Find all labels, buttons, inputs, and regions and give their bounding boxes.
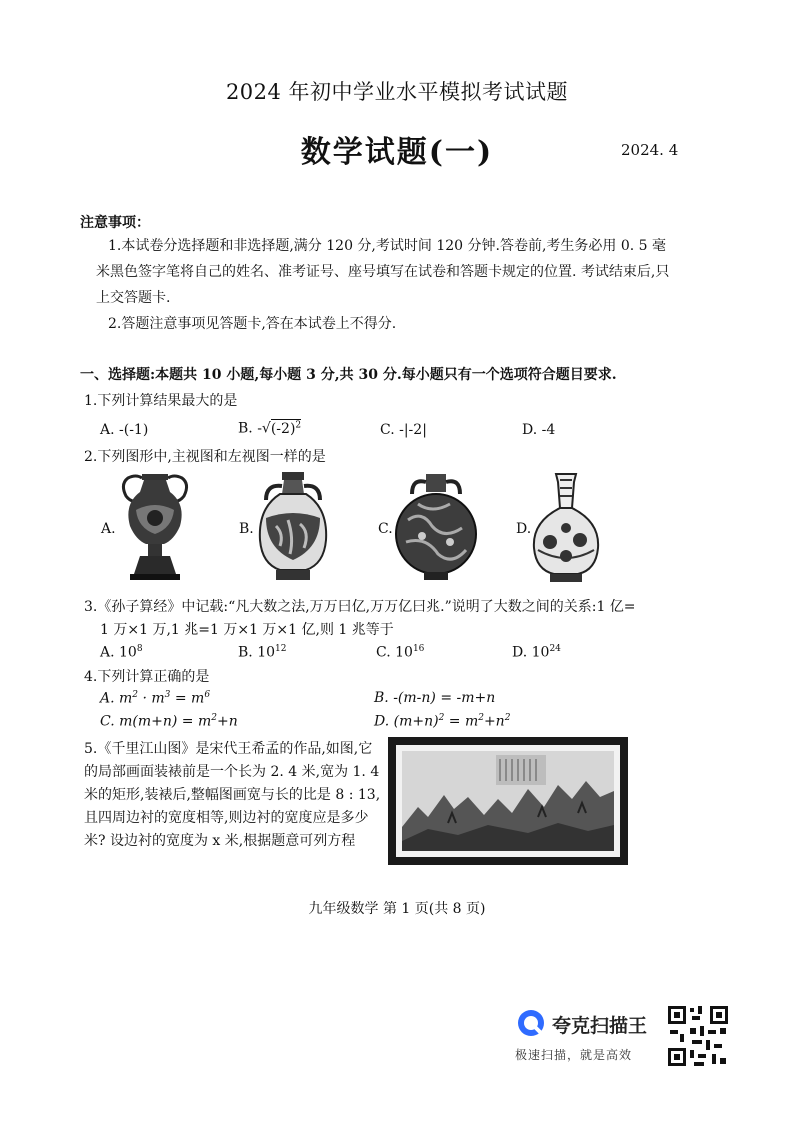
question-4-stem: 4.下列计算正确的是	[84, 669, 210, 685]
q2-label-b: B.	[239, 521, 254, 537]
sqrt-icon: √	[261, 420, 271, 437]
vase-a-image	[114, 470, 196, 582]
q2-label-a: A.	[101, 521, 116, 537]
q4-option-c: C. $m(m+n) = m^2+n$	[100, 713, 238, 730]
vase-c-image	[392, 470, 480, 584]
scanner-logo-icon	[516, 1008, 546, 1038]
scanner-brand-name: 夸克扫描王	[552, 1015, 648, 1037]
q1-option-c: C. -|-2|	[380, 422, 427, 438]
q1-option-b: B. $-√(-2)^2$	[238, 420, 302, 437]
qr-code-icon	[666, 1004, 730, 1068]
vase-b-image	[254, 468, 332, 584]
q1-option-a: A. -(-1)	[100, 422, 149, 438]
q4-option-b: B. -(m-n) = -m+n	[374, 690, 496, 706]
page-footer: 九年级数学 第 1 页(共 8 页)	[308, 901, 486, 917]
painting-figure	[388, 737, 628, 865]
question-3-line2: 1 万×1 万,1 兆=1 万×1 万×1 亿,则 1 兆等于	[100, 622, 394, 638]
scanner-slogan: 极速扫描，就是高效	[515, 1048, 633, 1062]
note-item-1: 1.本试卷分选择题和非选择题,满分 120 分,考试时间 120 分钟.答卷前,考生务必用 0. 5 毫米黑色签字笔将自己的姓名、准考证号、座号填写在试卷和答题卡规定的位置. 考试结束后,只上交答题卡.	[96, 238, 670, 306]
q4-option-d: D. $(m+n)^2 = m^2+n^2$	[374, 713, 511, 730]
q2-label-c: C.	[378, 521, 393, 537]
exam-subtitle: 数学试题(一)	[300, 135, 494, 170]
q4-option-a: A. $m^2 \cdot m^3 = m^6$	[100, 690, 211, 707]
q3-option-c: C. $10^{16}$	[376, 644, 425, 661]
exam-date: 2024. 4	[621, 141, 679, 159]
q3-option-d: D. $10^{24}$	[512, 644, 561, 661]
q1-option-d: D. -4	[522, 422, 556, 438]
note-item-2: 2.答题注意事项见答题卡,答在本试卷上不得分.	[108, 316, 397, 332]
section-heading: 一、选择题:本题共 10 小题,每小题 3 分,共 30 分.每小题只有一个选项符合题目要求.	[80, 367, 617, 383]
question-5-text: 5.《千里江山图》是宋代王希孟的作品,如图,它的局部画面装裱前是一个长为 2. 4 米,宽为 1. 4 米的矩形,装裱后,整幅图画宽与长的比是 8 : 13,且四周边衬的宽度相等,则边衬的宽度应是多少米? 设边衬的宽度为 x 米,根据题意可列方程	[84, 741, 381, 849]
exam-title: 2024 年初中学业水平模拟考试试题	[225, 80, 569, 104]
q3-option-b: B. $10^{12}$	[238, 644, 287, 661]
question-2-stem: 2.下列图形中,主视图和左视图一样的是	[84, 449, 326, 465]
question-1-stem: 1.下列计算结果最大的是	[84, 393, 238, 409]
question-3-line1: 3.《孙子算经》中记载:“凡大数之法,万万曰亿,万万亿曰兆.”说明了大数之间的关系:1 亿=	[84, 599, 636, 615]
notes-heading: 注意事项：	[80, 215, 150, 231]
q3-option-a: A. $10^8$	[100, 644, 143, 661]
vase-d-image	[530, 470, 602, 584]
q2-label-d: D.	[516, 521, 532, 537]
